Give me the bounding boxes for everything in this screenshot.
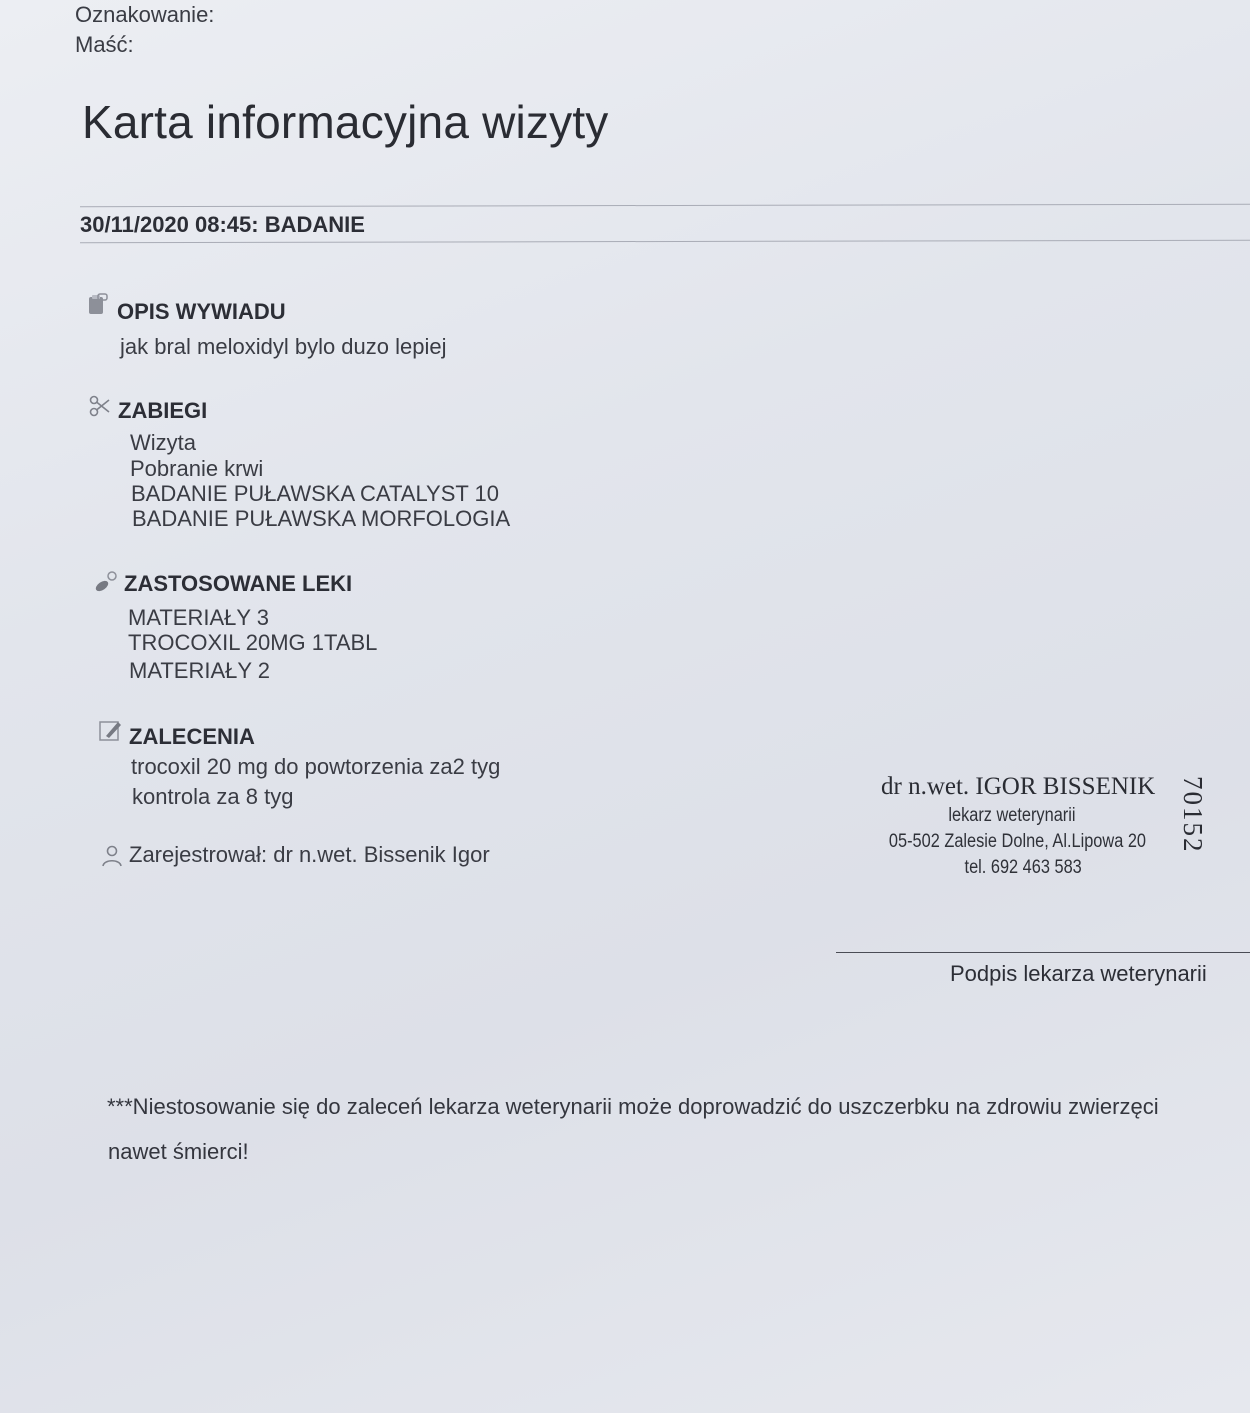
signature-line bbox=[836, 952, 1250, 953]
user-icon bbox=[100, 844, 124, 868]
section-title-leki: ZASTOSOWANE LEKI bbox=[124, 571, 353, 596]
visit-header: 30/11/2020 08:45: BADANIE bbox=[80, 212, 365, 237]
stamp-name: dr n.wet. IGOR BISSENIK bbox=[881, 773, 1156, 800]
zabiegi-item: Wizyta bbox=[130, 430, 196, 455]
signature-label: Podpis lekarza weterynarii bbox=[950, 961, 1207, 986]
wywiad-text: jak bral meloxidyl bylo duzo lepiej bbox=[120, 334, 447, 359]
clipboard-icon bbox=[86, 292, 110, 316]
leki-item: MATERIAŁY 3 bbox=[128, 605, 270, 630]
zabiegi-item: BADANIE PUŁAWSKA CATALYST 10 bbox=[131, 481, 500, 506]
stamp-phone: tel. 692 463 583 bbox=[964, 857, 1082, 878]
leki-item: TROCOXIL 20MG 1TABL bbox=[128, 630, 378, 655]
section-title-wywiad: OPIS WYWIADU bbox=[117, 299, 286, 324]
zalecenia-item: kontrola za 8 tyg bbox=[132, 784, 294, 809]
divider-top bbox=[80, 204, 1250, 207]
stamp-address: 05-502 Zalesie Dolne, Al.Lipowa 20 bbox=[888, 831, 1146, 852]
zabiegi-item: Pobranie krwi bbox=[130, 456, 264, 481]
divider-bottom bbox=[80, 240, 1250, 243]
leki-item: MATERIAŁY 2 bbox=[129, 658, 271, 683]
zalecenia-item: trocoxil 20 mg do powtorzenia za2 tyg bbox=[131, 754, 501, 779]
footer-warning-line2: nawet śmierci! bbox=[108, 1139, 249, 1164]
masc-label: Maść: bbox=[75, 32, 134, 57]
oznakowanie-label: Oznakowanie: bbox=[75, 2, 215, 27]
pill-icon bbox=[94, 570, 118, 594]
page-title: Karta informacyjna wizyty bbox=[82, 96, 609, 148]
scissors-icon bbox=[88, 394, 112, 418]
section-title-zalecenia: ZALECENIA bbox=[129, 724, 255, 749]
footer-warning-line1: ***Niestosowanie się do zaleceń lekarza weterynarii może doprowadzić do uszczerbku na zdrowiu zwierzęci bbox=[107, 1094, 1159, 1119]
zabiegi-item: BADANIE PUŁAWSKA MORFOLOGIA bbox=[132, 506, 511, 531]
registered-text: Zarejestrował: dr n.wet. Bissenik Igor bbox=[129, 842, 490, 867]
stamp-number: 70152 bbox=[1178, 776, 1208, 854]
pencil-icon bbox=[98, 718, 122, 742]
stamp-role: lekarz weterynarii bbox=[948, 805, 1076, 826]
section-title-zabiegi: ZABIEGI bbox=[118, 398, 208, 423]
